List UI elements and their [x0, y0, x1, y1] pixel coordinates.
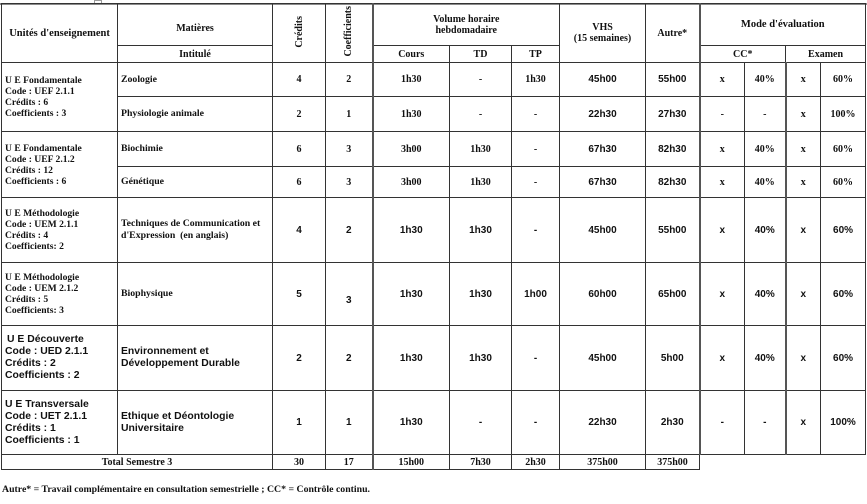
subject-td: -	[450, 391, 512, 455]
subject-title-line2: Développement Durable	[121, 358, 240, 369]
header-examen: Examen	[786, 46, 866, 63]
subject-title	[118, 198, 273, 263]
cc-mark: -	[700, 391, 745, 455]
subject-td: 1h30	[450, 263, 512, 326]
subject-cours: 1h30	[373, 63, 450, 97]
total-row	[2, 455, 866, 470]
subject-tp: -	[512, 326, 560, 391]
cc-percent: 40%	[745, 63, 786, 97]
subject-td: -	[450, 97, 512, 132]
header-vhs-line2: (15 semaines)	[573, 33, 632, 44]
total-td: 7h30	[450, 455, 512, 470]
unit-code: Code : UED 2.1.1	[5, 346, 89, 357]
subject-td: -	[450, 63, 512, 97]
unit-name: U E Découverte	[7, 334, 84, 345]
subject-credits: 1	[273, 391, 326, 455]
unit-coefficients: Coefficients : 1	[5, 434, 80, 446]
subject-vhs: 45h00	[560, 63, 646, 97]
cc-percent: 40%	[745, 326, 786, 391]
unit-code: Code : UEF 2.1.1	[5, 86, 75, 97]
cc-mark: -	[700, 97, 745, 132]
header-cc: CC*	[700, 46, 786, 63]
unit-name: U E Méthodologie	[5, 208, 80, 219]
exam-percent: 60%	[821, 167, 866, 198]
unit-name: U E Méthodologie	[5, 272, 80, 283]
exam-percent: 60%	[821, 63, 866, 97]
header-vhs-line1: VHS	[592, 22, 613, 33]
subject-coef: 3	[326, 263, 373, 326]
subject-autre: 65h00	[646, 263, 700, 326]
header-credits-label: Crédits	[293, 15, 305, 48]
unit-coefficients: Coefficients: 3	[5, 305, 64, 316]
header-cours: Cours	[373, 46, 450, 63]
subject-credits: 2	[273, 97, 326, 132]
exam-mark: x	[786, 132, 821, 167]
header-matieres: Matières	[118, 4, 273, 46]
subject-coef: 1	[326, 97, 373, 132]
table-row	[2, 326, 866, 391]
subject-credits: 2	[273, 326, 326, 391]
cc-mark: x	[700, 198, 745, 263]
header-coefficients-label: Coefficients	[343, 6, 355, 57]
subject-title-line1: Ethique et Déontologie	[121, 410, 235, 422]
subject-credits: 4	[273, 63, 326, 97]
header-intitule: Intitulé	[118, 46, 273, 63]
exam-mark: x	[786, 263, 821, 326]
cc-percent: 40%	[745, 198, 786, 263]
cc-percent: 40%	[745, 263, 786, 326]
subject-cours: 1h30	[373, 198, 450, 263]
unit-cell	[2, 391, 118, 455]
table-row	[2, 63, 866, 97]
subject-autre: 82h30	[646, 132, 700, 167]
subject-credits: 6	[273, 167, 326, 198]
unit-credits: Crédits : 2	[5, 358, 56, 369]
cc-percent: -	[745, 391, 786, 455]
subject-vhs: 60h00	[560, 263, 646, 326]
unit-name: U E Fondamentale	[5, 75, 82, 86]
subject-autre: 27h30	[646, 97, 700, 132]
subject-title: Biochimie	[118, 132, 273, 167]
unit-code: Code : UEM 2.1.2	[5, 283, 79, 294]
exam-percent: 60%	[821, 198, 866, 263]
unit-code: Code : UEM 2.1.1	[5, 219, 79, 230]
cc-percent: -	[745, 97, 786, 132]
exam-percent: 100%	[821, 97, 866, 132]
subject-vhs: 22h30	[560, 391, 646, 455]
header-vhs	[560, 4, 646, 63]
total-credits: 30	[273, 455, 326, 470]
exam-mark: x	[786, 391, 821, 455]
subject-coef: 2	[326, 198, 373, 263]
exam-percent: 60%	[821, 132, 866, 167]
subject-coef: 3	[326, 167, 373, 198]
total-empty	[700, 455, 866, 470]
unit-coefficients: Coefficients : 3	[5, 108, 67, 119]
header-row-2	[2, 46, 866, 63]
semester-table	[1, 3, 866, 470]
exam-mark: x	[786, 97, 821, 132]
subject-tp: -	[512, 198, 560, 263]
header-coefficients	[326, 4, 373, 63]
subject-coef: 2	[326, 63, 373, 97]
subject-title: Zoologie	[118, 63, 273, 97]
unit-cell	[2, 326, 118, 391]
subject-vhs: 45h00	[560, 198, 646, 263]
unit-name: U E Transversale	[5, 398, 89, 410]
subject-td: 1h30	[450, 326, 512, 391]
table-row	[2, 132, 866, 167]
subject-cours: 1h30	[373, 97, 450, 132]
subject-autre: 55h00	[646, 198, 700, 263]
subject-coef: 3	[326, 132, 373, 167]
subject-title-line1: Environnement et	[121, 346, 209, 357]
unit-credits: Crédits : 1	[5, 422, 56, 434]
subject-cours: 3h00	[373, 132, 450, 167]
subject-title-line2: d'Expression (en anglais)	[121, 230, 229, 241]
subject-coef: 1	[326, 391, 373, 455]
exam-mark: x	[786, 198, 821, 263]
unit-name: U E Fondamentale	[5, 142, 82, 154]
cc-percent: 40%	[745, 132, 786, 167]
cc-mark: x	[700, 263, 745, 326]
header-volume-line1: Volume horaire	[433, 13, 500, 25]
subject-autre: 2h30	[646, 391, 700, 455]
table-row	[2, 263, 866, 326]
subject-autre: 55h00	[646, 63, 700, 97]
subject-tp: -	[512, 391, 560, 455]
subject-autre: 5h00	[646, 326, 700, 391]
subject-vhs: 45h00	[560, 326, 646, 391]
exam-mark: x	[786, 63, 821, 97]
total-coef: 17	[326, 455, 373, 470]
table-row	[2, 391, 866, 455]
unit-cell	[2, 198, 118, 263]
exam-mark: x	[786, 167, 821, 198]
header-unites: Unités d'enseignement	[2, 4, 118, 63]
unit-coefficients: Coefficients: 2	[5, 241, 64, 252]
subject-td: 1h30	[450, 132, 512, 167]
header-volume-line2: hebdomadaire	[435, 24, 497, 36]
subject-cours: 3h00	[373, 167, 450, 198]
footnote: Autre* = Travail complémentaire en consultation semestrielle ; CC* = Contrôle continu.	[2, 484, 370, 495]
subject-coef: 2	[326, 326, 373, 391]
cc-percent: 40%	[745, 167, 786, 198]
subject-title: Physiologie animale	[118, 97, 273, 132]
total-tp: 2h30	[512, 455, 560, 470]
table-row	[2, 198, 866, 263]
header-volume-horaire	[373, 4, 560, 46]
subject-credits: 4	[273, 198, 326, 263]
table-row	[2, 167, 866, 198]
unit-cell	[2, 63, 118, 132]
header-row-1	[2, 4, 866, 46]
subject-title: Génétique	[118, 167, 273, 198]
subject-vhs: 22h30	[560, 97, 646, 132]
unit-cell	[2, 263, 118, 326]
subject-td: 1h30	[450, 198, 512, 263]
subject-credits: 6	[273, 132, 326, 167]
unit-coefficients: Coefficients : 2	[5, 370, 80, 381]
total-cours: 15h00	[373, 455, 450, 470]
table-row	[2, 97, 866, 132]
unit-credits: Crédits : 12	[5, 164, 53, 176]
subject-tp: -	[512, 167, 560, 198]
subject-tp: 1h00	[512, 263, 560, 326]
exam-percent: 100%	[821, 391, 866, 455]
subject-cours: 1h30	[373, 326, 450, 391]
header-tp: TP	[512, 46, 560, 63]
subject-cours: 1h30	[373, 391, 450, 455]
subject-td: 1h30	[450, 167, 512, 198]
subject-title	[118, 391, 273, 455]
exam-percent: 60%	[821, 326, 866, 391]
subject-title	[118, 326, 273, 391]
cc-mark: x	[700, 167, 745, 198]
subject-title-line2: Universitaire	[121, 422, 184, 434]
subject-title-line1: Techniques de Communication et	[121, 218, 261, 229]
subject-autre: 82h30	[646, 167, 700, 198]
exam-percent: 60%	[821, 263, 866, 326]
unit-coefficients: Coefficients : 6	[5, 175, 67, 187]
header-autre: Autre*	[646, 4, 700, 63]
subject-vhs: 67h30	[560, 132, 646, 167]
subject-cours: 1h30	[373, 263, 450, 326]
total-label: Total Semestre 3	[2, 455, 273, 470]
total-vhs: 375h00	[560, 455, 646, 470]
subject-tp: 1h30	[512, 63, 560, 97]
unit-code: Code : UEF 2.1.2	[5, 153, 75, 165]
unit-credits: Crédits : 5	[5, 294, 49, 305]
unit-cell	[2, 132, 118, 198]
header-td: TD	[450, 46, 512, 63]
unit-code: Code : UET 2.1.1	[5, 410, 87, 422]
cc-mark: x	[700, 63, 745, 97]
subject-credits: 5	[273, 263, 326, 326]
cc-mark: x	[700, 132, 745, 167]
subject-vhs: 67h30	[560, 167, 646, 198]
header-credits	[273, 4, 326, 63]
subject-tp: -	[512, 97, 560, 132]
header-mode-evaluation: Mode d'évaluation	[700, 4, 866, 46]
subject-tp: -	[512, 132, 560, 167]
subject-title: Biophysique	[118, 263, 273, 326]
exam-mark: x	[786, 326, 821, 391]
cc-mark: x	[700, 326, 745, 391]
unit-credits: Crédits : 4	[5, 230, 49, 241]
total-autre: 375h00	[646, 455, 700, 470]
unit-credits: Crédits : 6	[5, 97, 49, 108]
